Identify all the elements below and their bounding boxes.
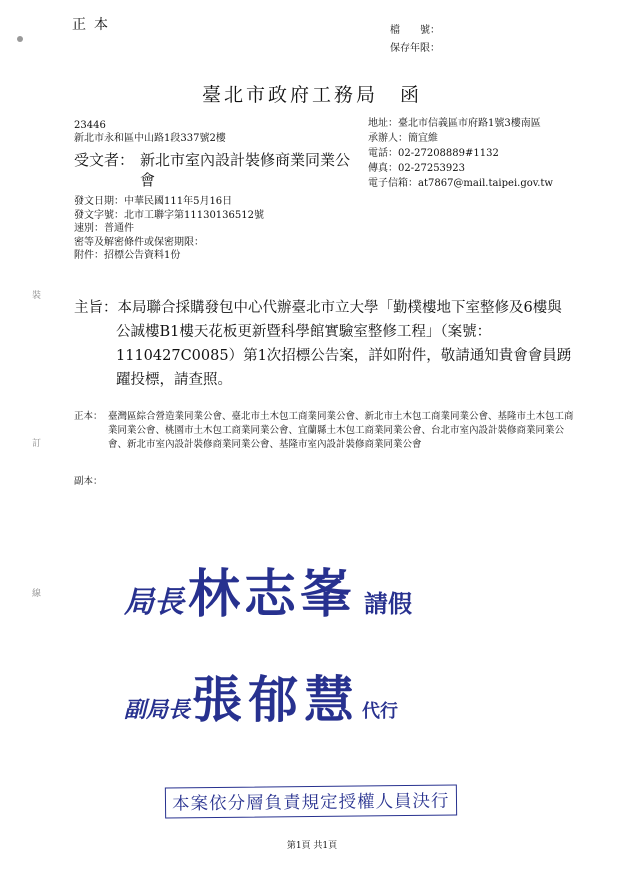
cc-list: 臺灣區綜合營造業同業公會、臺北市土木包工商業同業公會、新北市土木包工商業同業公會、基隆市土木包工商業同業公會、桃園市土木包工商業同業公會、宜蘭縣土木包工商業同業公會、台北市室內設計裝修商業同業公會、新北市室內設計裝修商業同業公會、基隆市室內設計裝修商業同業公會	[108, 411, 574, 450]
file-no-label: 檔 號：	[390, 25, 440, 36]
recipient	[74, 150, 364, 190]
copy-type: 正本	[72, 17, 116, 33]
fax-number: 02-27253923	[398, 163, 466, 174]
speed-class: 速別：普通件	[74, 223, 134, 234]
subject-text: 本局聯合採購發包中心代辦臺北市立大學「勤樸樓地下室整修及6樓與公誠樓B1樓天花板更新暨科學館實驗室整修工程」（案號：1110427C0085）第1次招標公告案，詳如附件，敬請通知貴會會員踴躍投標，請查照。	[116, 300, 572, 388]
director-note: 請假	[364, 589, 413, 618]
recipient-name: 新北市室內設計裝修商業同業公會	[140, 151, 351, 189]
director-name: 林志峯	[188, 564, 357, 625]
deputy-name: 張郁慧	[192, 670, 361, 729]
document-number: 發文字號：北市工聯字第11130136512號	[74, 209, 264, 221]
deputy-note: 代行	[362, 701, 399, 722]
director-signature-stamp	[124, 552, 412, 627]
secrecy-level: 密等及解密條件或保密期限：	[74, 236, 204, 248]
contact-address: 臺北市信義區市府路1號3樓南區	[398, 118, 541, 129]
margin-mark-line: 線	[32, 589, 42, 599]
issue-date: 發文日期：中華民國111年5月16日	[74, 196, 233, 207]
document-title: 臺北市政府工務局 函	[201, 84, 422, 106]
recipient-label: 受文者：	[74, 151, 135, 169]
subject	[74, 296, 574, 392]
phone-number: 02-27208889#1132	[398, 148, 499, 159]
document-meta	[74, 195, 264, 263]
officer-label: 承辦人：	[368, 133, 408, 144]
cc-label: 正本：	[74, 411, 103, 422]
copy-recipients	[74, 410, 574, 452]
margin-mark-bind: 裝	[32, 291, 42, 301]
deputy-signature-stamp	[124, 660, 398, 732]
binding-hole-mark	[17, 36, 23, 42]
phone-label: 電話：	[368, 148, 398, 159]
attachment-info: 附件：招標公告資料1份	[74, 250, 181, 261]
deputy-role: 副局長	[124, 697, 191, 723]
bcc-label: 副本：	[74, 476, 103, 487]
margin-mark-staple: 訂	[32, 439, 42, 449]
email-address[interactable]: at7867@mail.taipei.gov.tw	[418, 178, 553, 189]
contact-block	[368, 116, 578, 191]
authorization-stamp: 本案依分層負責規定授權人員決行	[165, 784, 457, 818]
subject-label: 主旨：	[74, 300, 118, 316]
sender-address	[74, 119, 226, 145]
contact-address-label: 地址：	[368, 118, 398, 129]
address-line: 新北市永和區中山路1段337號2樓	[74, 133, 226, 144]
file-number-block	[390, 22, 440, 58]
officer-name: 簡宜維	[408, 133, 438, 144]
retention-label: 保存年限：	[390, 43, 440, 54]
email-label: 電子信箱：	[368, 178, 418, 189]
postal-code: 23446	[74, 120, 106, 131]
page-number: 第1頁 共1頁	[286, 841, 338, 851]
director-role: 局長	[124, 585, 184, 620]
fax-label: 傳真：	[368, 163, 398, 174]
